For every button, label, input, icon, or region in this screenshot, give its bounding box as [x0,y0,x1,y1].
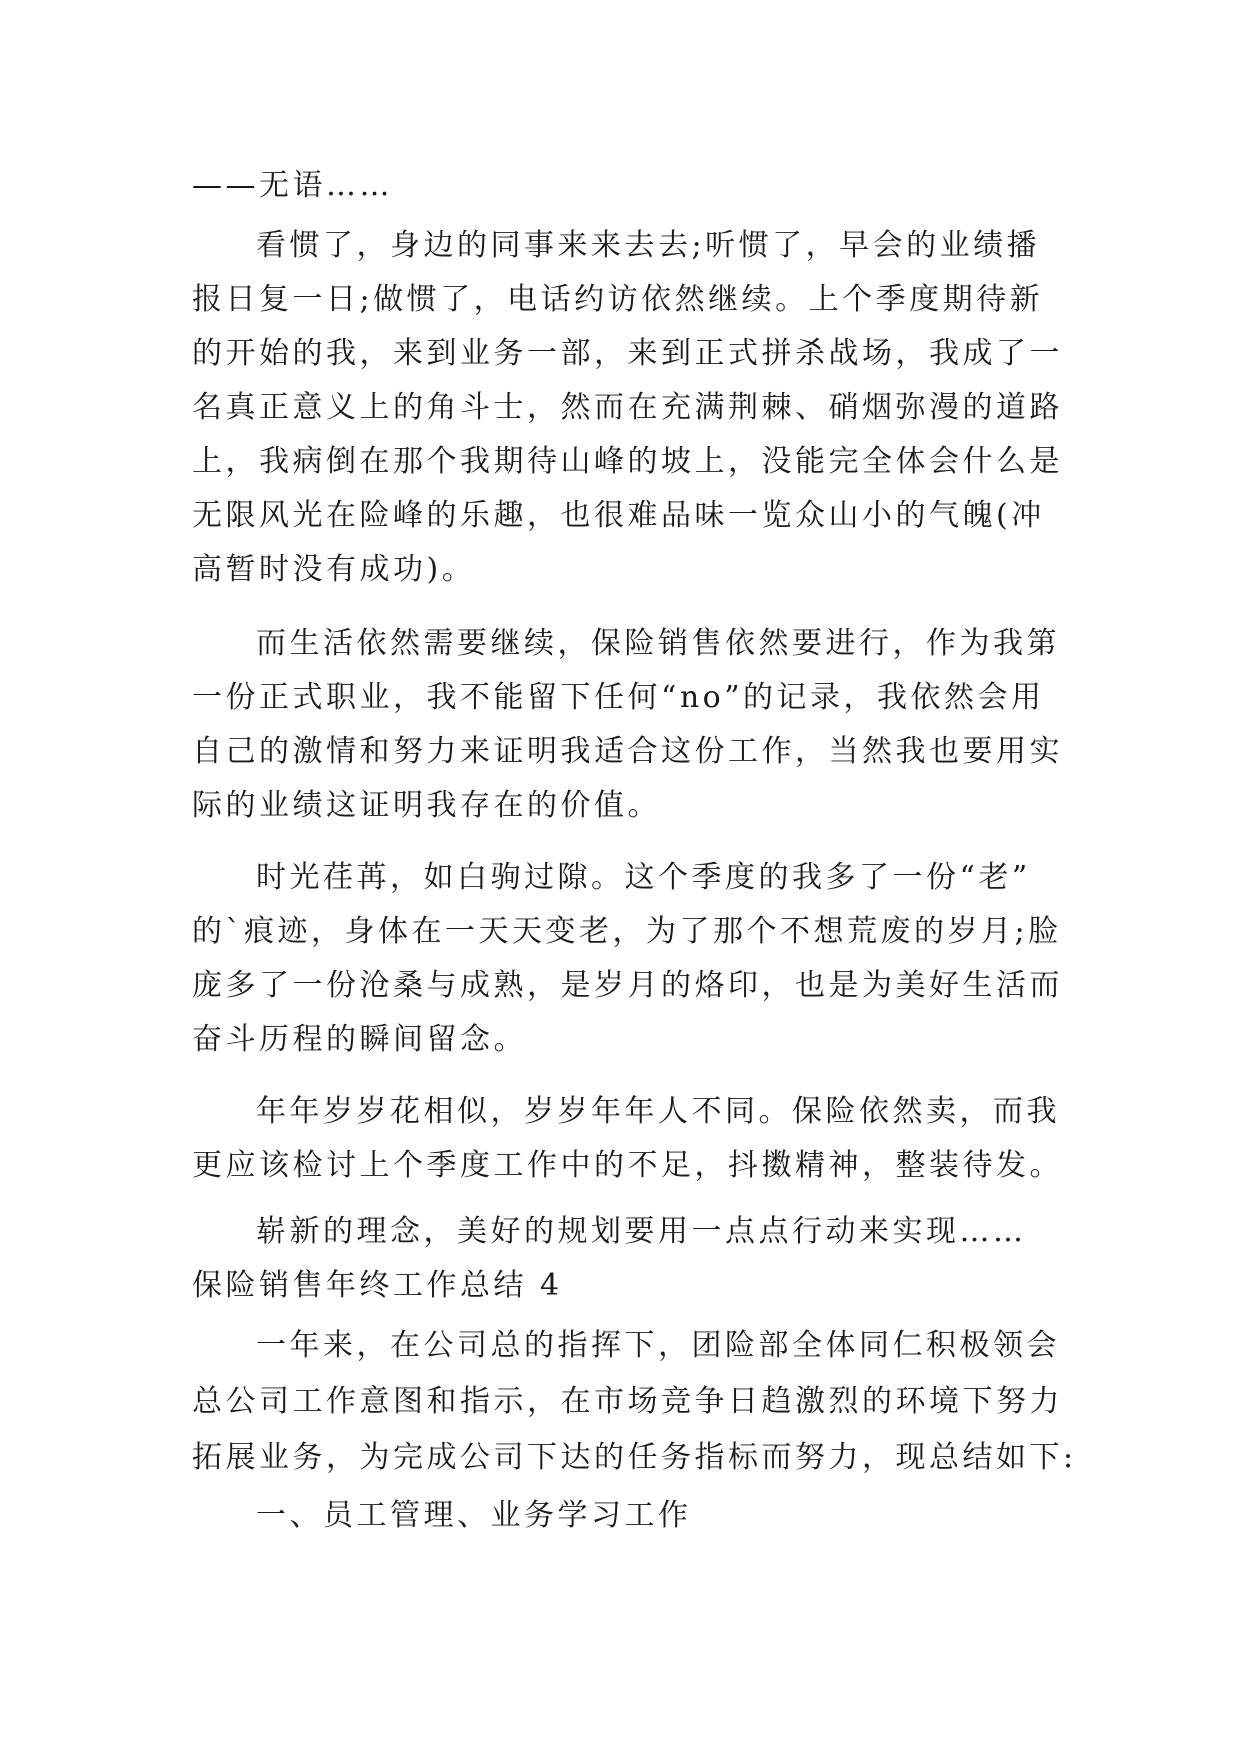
text-line: 的`痕迹，身体在一天天变老，为了那个不想荒废的岁月;脸 [192,914,1062,949]
text-line: 高暂时没有成功)。 [192,552,476,587]
paragraph-start-line: 看惯了，身边的同事来来去去;听惯了，早会的业绩播 [256,228,1041,263]
text-line: 奋斗历程的瞬间留念。 [192,1022,527,1057]
paragraph-start-line: 时光荏苒，如白驹过隙。这个季度的我多了一份“老” [256,860,1031,895]
text-line: 无限风光在险峰的乐趣，也很难品味一览众山小的气魄(冲 [192,498,1045,533]
text-line: 名真正意义上的角斗士，然而在充满荆棘、硝烟弥漫的道路 [192,390,1063,425]
text-line: ——无语…… [192,168,393,203]
paragraph-start-line: 一年来，在公司总的指挥下，团险部全体同仁积极领会 [256,1328,1060,1363]
subsection-heading: 一、员工管理、业务学习工作 [256,1498,692,1533]
section-heading: 保险销售年终工作总结 4 [192,1268,563,1303]
text-line: 总公司工作意图和指示，在市场竞争日趋激烈的环境下努力 [192,1384,1063,1419]
paragraph-start-line: 崭新的理念，美好的规划要用一点点行动来实现…… [256,1214,1027,1249]
text-line: 庞多了一份沧桑与成熟，是岁月的烙印，也是为美好生活而 [192,968,1063,1003]
text-line: 报日复一日;做惯了，电话约访依然继续。上个季度期待新 [192,282,1044,317]
text-line: 自己的激情和努力来证明我适合这份工作，当然我也要用实 [192,734,1063,769]
text-line: 更应该检讨上个季度工作中的不足，抖擞精神，整装待发。 [192,1148,1063,1183]
text-line: 上，我病倒在那个我期待山峰的坡上，没能完全体会什么是 [192,444,1063,479]
text-line: 拓展业务，为完成公司下达的任务指标而努力，现总结如下: [192,1440,1077,1475]
paragraph-start-line: 年年岁岁花相似，岁岁年年人不同。保险依然卖，而我 [256,1094,1060,1129]
text-line: 际的业绩这证明我存在的价值。 [192,788,661,823]
text-line: 的开始的我，来到业务一部，来到正式拼杀战场，我成了一 [192,336,1063,371]
paragraph-start-line: 而生活依然需要继续，保险销售依然要进行，作为我第 [256,626,1060,661]
text-line: 一份正式职业，我不能留下任何“no”的记录，我依然会用 [192,680,1045,715]
